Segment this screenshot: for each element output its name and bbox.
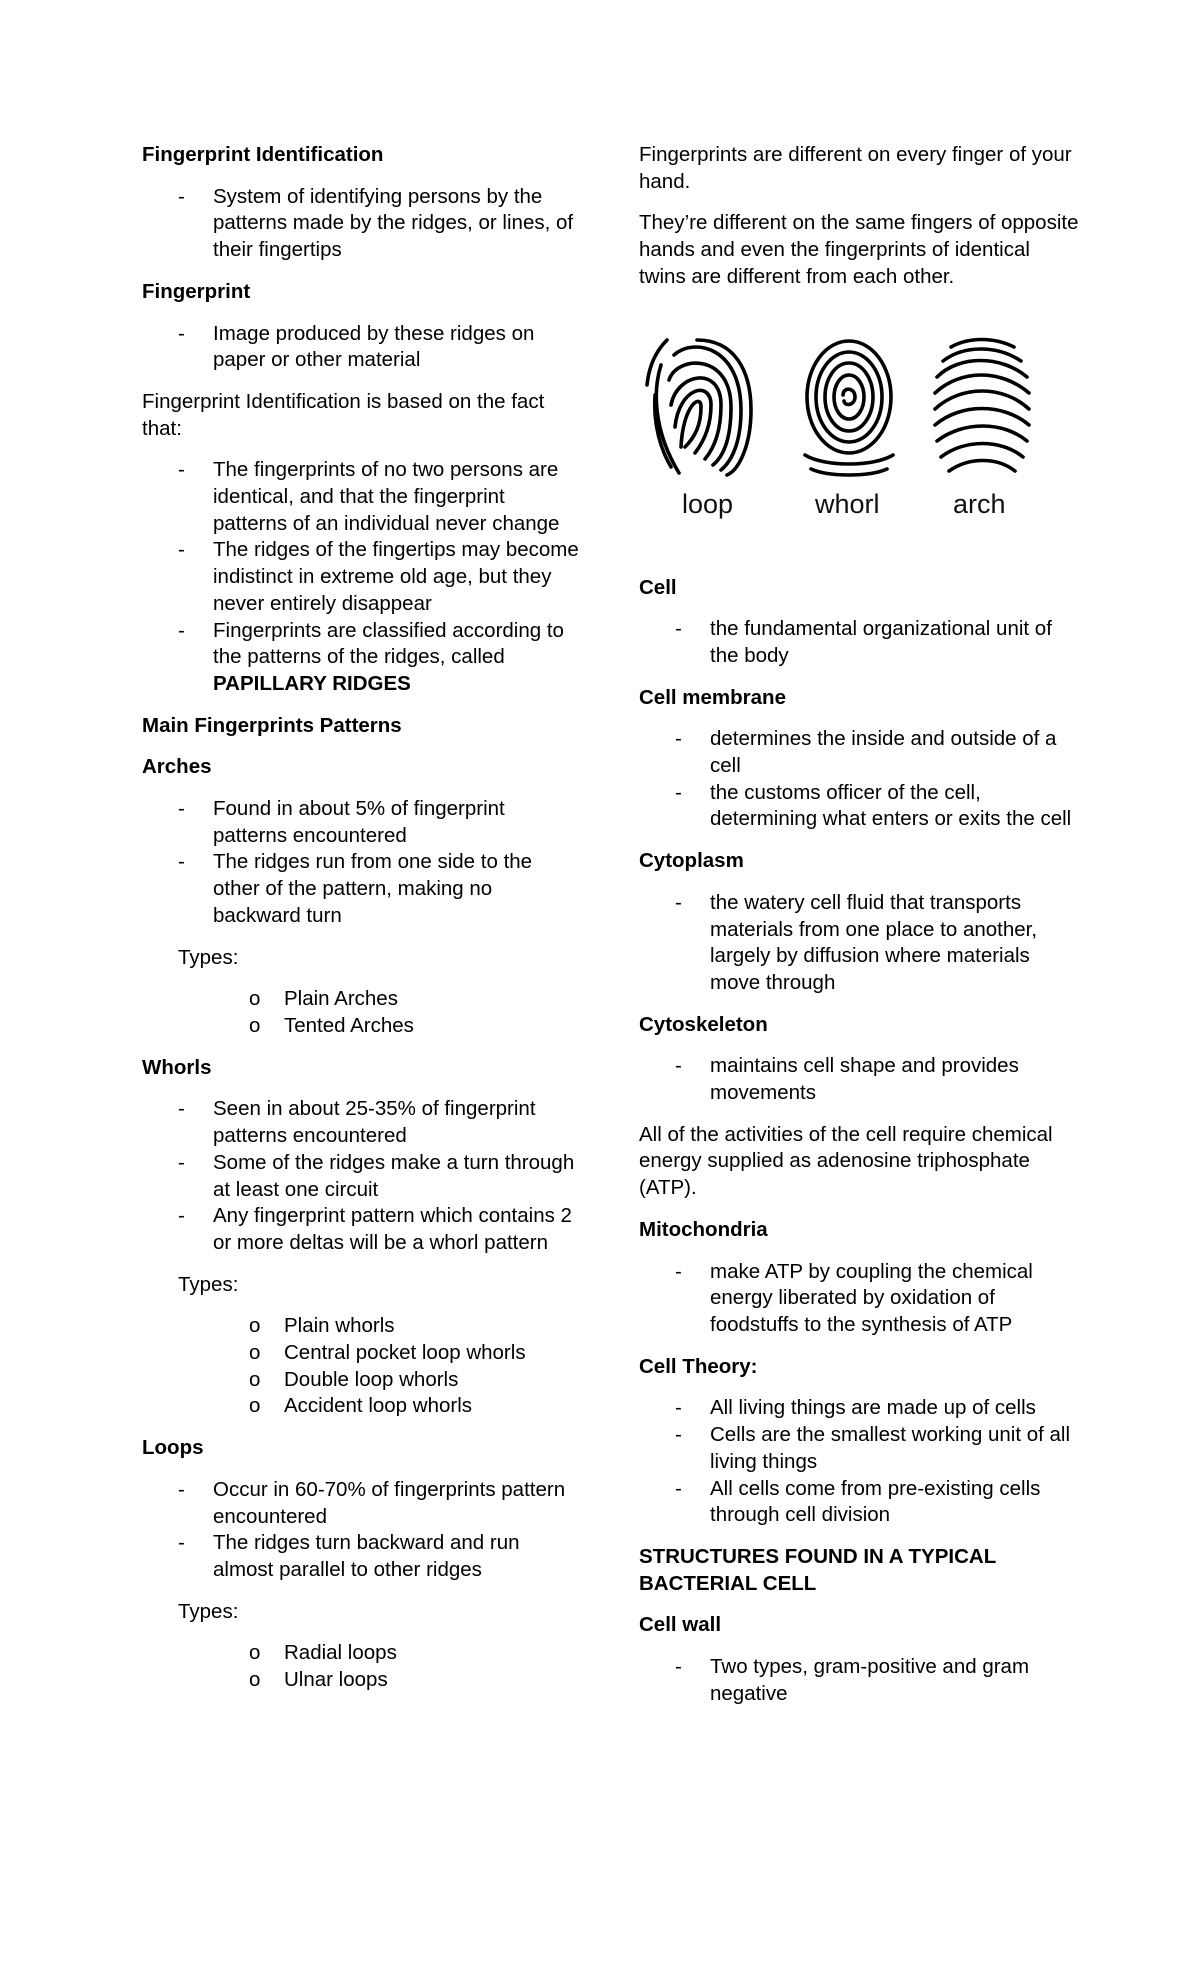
intro-paragraph-1: Fingerprints are different on every finger of your hand. bbox=[639, 143, 1072, 193]
list-item: - make ATP by coupling the chemical energy liberated by oxidation of foodstuffs to the synthesis of ATP bbox=[639, 1259, 1079, 1339]
whorl-label: whorl bbox=[815, 488, 880, 519]
heading-mitochondria: Mitochondria bbox=[639, 1217, 768, 1241]
list-item: o Tented Arches bbox=[142, 1013, 582, 1040]
cell-membrane-list bbox=[639, 726, 1079, 833]
list-item: - Two types, gram-positive and gram negative bbox=[639, 1654, 1079, 1707]
fingerprint-illustrations bbox=[639, 335, 1079, 485]
list-item: - All living things are made up of cells bbox=[639, 1395, 1079, 1422]
atp-paragraph: All of the activities of the cell require chemical energy supplied as adenosine triphosphate (ATP). bbox=[639, 1122, 1053, 1200]
whorls-types-list bbox=[142, 1313, 582, 1420]
list-item: - Found in about 5% of fingerprint patterns encountered bbox=[142, 796, 582, 849]
list-item: - System of identifying persons by the patterns made by the ridges, or lines, of their fingertips bbox=[142, 184, 582, 264]
cell-wall-list bbox=[639, 1654, 1079, 1707]
heading-cell-theory: Cell Theory: bbox=[639, 1354, 758, 1378]
arch-label: arch bbox=[953, 488, 1006, 519]
list-item: o Ulnar loops bbox=[142, 1667, 582, 1694]
fingerprint-patterns-figure bbox=[639, 335, 1079, 575]
list-item: o Double loop whorls bbox=[142, 1367, 582, 1394]
list-item: - Some of the ridges make a turn through at least one circuit bbox=[142, 1150, 582, 1203]
intro-paragraph-2: They’re different on the same fingers of opposite hands and even the fingerprints of identical twins are different from each other. bbox=[639, 211, 1079, 288]
heading-loops: Loops bbox=[142, 1436, 204, 1460]
whorl-fingerprint-icon bbox=[805, 341, 893, 475]
list-item: - the customs officer of the cell, determining what enters or exits the cell bbox=[639, 780, 1079, 833]
fingerprint-list bbox=[142, 321, 582, 374]
list-item: - Seen in about 25-35% of fingerprint patterns encountered bbox=[142, 1096, 582, 1149]
cell-theory-list bbox=[639, 1395, 1079, 1529]
loop-fingerprint-icon bbox=[647, 340, 751, 475]
fingerprint-identification-list bbox=[142, 184, 582, 264]
list-item bbox=[142, 618, 582, 698]
heading-cell: Cell bbox=[639, 575, 677, 599]
loops-types-label: Types: bbox=[178, 1599, 239, 1623]
list-item: - The ridges run from one side to the other of the pattern, making no backward turn bbox=[142, 849, 582, 929]
arches-types-label: Types: bbox=[178, 945, 239, 969]
heading-cell-membrane: Cell membrane bbox=[639, 685, 786, 709]
heading-arches: Arches bbox=[142, 755, 212, 779]
list-item: - Cells are the smallest working unit of all living things bbox=[639, 1422, 1079, 1475]
heading-fingerprint: Fingerprint bbox=[142, 279, 251, 303]
list-item: o Plain whorls bbox=[142, 1313, 582, 1340]
arch-fingerprint-icon bbox=[935, 339, 1029, 471]
list-item: o Accident loop whorls bbox=[142, 1393, 582, 1420]
fact-intro: Fingerprint Identification is based on the fact that: bbox=[142, 389, 545, 440]
right-column bbox=[639, 142, 1079, 1722]
list-item-text: Fingerprints are classified according to the patterns of the ridges, called bbox=[213, 618, 564, 669]
heading-bacterial-structures: STRUCTURES FOUND IN A TYPICAL BACTERIAL CELL bbox=[639, 1544, 996, 1595]
list-item: o Central pocket loop whorls bbox=[142, 1340, 582, 1367]
loops-types-list bbox=[142, 1640, 582, 1693]
list-item: - maintains cell shape and provides movements bbox=[639, 1053, 1079, 1106]
arches-list bbox=[142, 796, 582, 930]
list-item: - the fundamental organizational unit of the body bbox=[639, 616, 1079, 669]
list-item: - The ridges of the fingertips may become indistinct in extreme old age, but they never entirely disappear bbox=[142, 537, 582, 617]
list-item: - Image produced by these ridges on paper or other material bbox=[142, 321, 582, 374]
list-item: - the watery cell fluid that transports materials from one place to another, largely by diffusion where materials move through bbox=[639, 890, 1079, 997]
heading-cytoskeleton: Cytoskeleton bbox=[639, 1012, 768, 1036]
list-item: - The ridges turn backward and run almost parallel to other ridges bbox=[142, 1530, 582, 1583]
list-item: o Radial loops bbox=[142, 1640, 582, 1667]
list-item: - The fingerprints of no two persons are identical, and that the fingerprint patterns of an individual never change bbox=[142, 457, 582, 537]
heading-cytoplasm: Cytoplasm bbox=[639, 849, 744, 873]
loop-label: loop bbox=[682, 488, 734, 519]
heading-whorls: Whorls bbox=[142, 1055, 212, 1079]
list-item: - Any fingerprint pattern which contains 2 or more deltas will be a whorl pattern bbox=[142, 1203, 582, 1256]
cytoplasm-list bbox=[639, 890, 1079, 997]
left-column bbox=[142, 142, 582, 1709]
heading-fingerprint-identification: Fingerprint Identification bbox=[142, 143, 384, 166]
list-item: - All cells come from pre-existing cells through cell division bbox=[639, 1476, 1079, 1529]
loops-list bbox=[142, 1477, 582, 1584]
papillary-ridges-term: PAPILLARY RIDGES bbox=[213, 671, 411, 695]
list-item: - Occur in 60-70% of fingerprints pattern encountered bbox=[142, 1477, 582, 1530]
whorls-list bbox=[142, 1096, 582, 1256]
list-item: o Plain Arches bbox=[142, 986, 582, 1013]
fact-list bbox=[142, 457, 582, 697]
heading-main-patterns: Main Fingerprints Patterns bbox=[142, 713, 402, 737]
arches-types-list bbox=[142, 986, 582, 1039]
whorls-types-label: Types: bbox=[178, 1272, 239, 1296]
heading-cell-wall: Cell wall bbox=[639, 1613, 722, 1637]
cell-list bbox=[639, 616, 1079, 669]
list-item: - determines the inside and outside of a cell bbox=[639, 726, 1079, 779]
cytoskeleton-list bbox=[639, 1053, 1079, 1106]
mitochondria-list bbox=[639, 1259, 1079, 1339]
